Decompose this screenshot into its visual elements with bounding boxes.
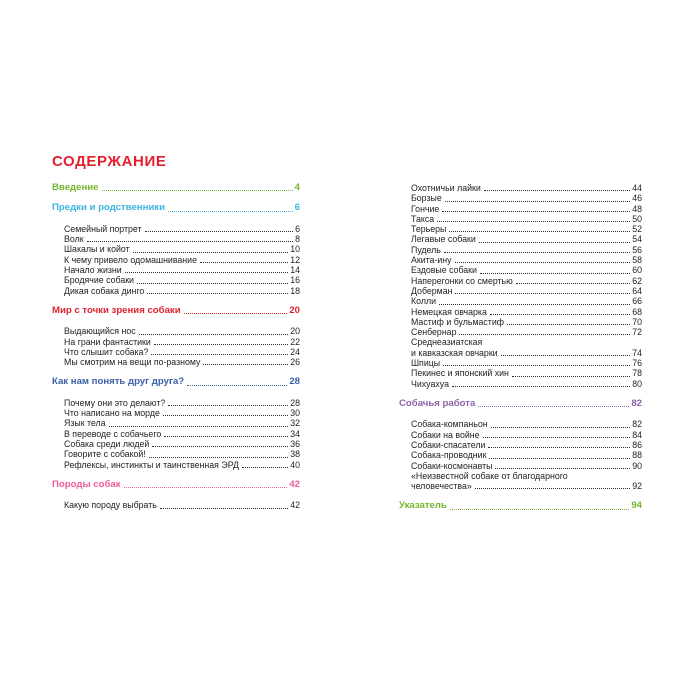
dotted-leader [125, 272, 289, 273]
entry-page-number: 72 [632, 327, 642, 338]
toc-item-row [399, 379, 642, 389]
entry-label: Шакалы и койот [64, 244, 130, 255]
entry-page-number: 12 [290, 254, 300, 265]
entry-label: Пудель [411, 244, 441, 255]
entry-page-number: 20 [289, 304, 300, 316]
entry-page-number: 94 [631, 500, 642, 512]
toc-item-row [399, 276, 642, 286]
entry-label: Указатель [399, 500, 447, 512]
dotted-leader [491, 427, 631, 428]
entry-page-number: 68 [632, 306, 642, 317]
dotted-leader [242, 467, 288, 468]
toc-item-row [52, 255, 300, 265]
dotted-leader [151, 354, 288, 355]
entry-label: Собаки на войне [411, 429, 480, 440]
dotted-leader [133, 252, 289, 253]
entry-label: Язык тела [64, 418, 106, 429]
toc-section [52, 203, 300, 295]
entry-page-number: 70 [632, 316, 642, 327]
dotted-leader [479, 242, 630, 243]
toc-item-row [399, 255, 642, 265]
entry-label: Немецкая овчарка [411, 306, 487, 317]
entry-page-number: 14 [290, 265, 300, 275]
dotted-leader [152, 446, 288, 447]
entry-page-number: 48 [632, 203, 642, 214]
toc-item-row [52, 275, 300, 285]
page-title: СОДЕРЖАНИЕ [52, 153, 167, 170]
entry-label: В переводе с собачьего [64, 428, 162, 439]
entry-page-number: 82 [632, 419, 642, 430]
dotted-leader [437, 221, 630, 222]
entry-page-number: 18 [290, 285, 300, 296]
dotted-leader [455, 293, 630, 294]
toc-item-row [399, 307, 642, 317]
toc-item-row [399, 450, 642, 460]
entry-label: На грани фантастики [64, 336, 151, 347]
entry-label: Терьеры [411, 224, 447, 235]
toc-item-row [399, 183, 642, 193]
dotted-leader [184, 313, 288, 314]
toc-item-row [399, 430, 642, 440]
toc-item-row [52, 265, 300, 275]
entry-label: Рефлексы, инстинкты и таинственная ЭРД [64, 459, 239, 470]
entry-page-number: 38 [290, 449, 300, 460]
dotted-leader [449, 231, 630, 232]
entry-page-number: 26 [290, 357, 300, 368]
dotted-leader [450, 509, 629, 510]
dotted-leader [443, 365, 630, 366]
dotted-leader [452, 386, 630, 387]
dotted-leader [168, 405, 288, 406]
entry-page-number: 52 [632, 224, 642, 235]
toc-item-row [399, 348, 642, 358]
entry-page-number: 58 [632, 255, 642, 266]
entry-label: Выдающийся нос [64, 326, 136, 337]
entry-label: Мы смотрим на вещи по-разному [64, 357, 201, 368]
entry-page-number: 32 [290, 418, 300, 429]
toc-item-row [399, 317, 642, 327]
dotted-leader [480, 273, 630, 274]
entry-page-number: 28 [290, 397, 300, 408]
entry-page-number: 90 [632, 460, 642, 471]
entry-label: Какую породу выбрать [64, 500, 157, 511]
toc-item-row [399, 358, 642, 368]
dotted-leader [137, 283, 288, 284]
entry-label: Собака-проводник [411, 450, 487, 461]
entry-page-number: 36 [290, 439, 300, 450]
entry-label: Доберман [411, 285, 453, 296]
toc-item-row [399, 265, 642, 275]
dotted-leader [483, 437, 631, 438]
toc-section [52, 183, 300, 193]
toc-section [52, 306, 300, 368]
dotted-leader [512, 376, 630, 377]
toc-section-heading [52, 480, 300, 490]
toc-section [399, 399, 642, 491]
toc-item-row [52, 244, 300, 254]
entry-label: Легавые собаки [411, 234, 476, 245]
toc-item-row [399, 204, 642, 214]
entry-label: человечества» [411, 481, 472, 492]
toc-section-heading [52, 377, 300, 387]
entry-label: Наперегонки со смертью [411, 275, 513, 286]
entry-page-number: 60 [632, 265, 642, 276]
toc-section-heading [399, 501, 642, 511]
dotted-leader [154, 344, 288, 345]
toc-column-left [52, 183, 300, 511]
entry-label: Собака-компаньон [411, 419, 488, 430]
toc-section [52, 480, 300, 511]
entry-page-number: 56 [632, 244, 642, 255]
entry-page-number: 6 [294, 202, 300, 214]
dotted-leader [200, 262, 288, 263]
toc-item-row [399, 224, 642, 234]
entry-page-number: 4 [294, 182, 300, 193]
entry-page-number: 54 [632, 234, 642, 245]
entry-page-number: 74 [632, 347, 642, 358]
dotted-leader [495, 468, 630, 469]
entry-page-number: 40 [290, 459, 300, 470]
entry-label: Введение [52, 182, 99, 193]
dotted-leader [203, 364, 288, 365]
entry-label: Породы собак [52, 478, 121, 490]
dotted-leader [442, 211, 630, 212]
entry-page-number: 28 [289, 376, 300, 388]
entry-label: Говорите с собакой! [64, 449, 146, 460]
toc-item-row [399, 286, 642, 296]
dotted-leader [163, 415, 288, 416]
entry-label: Акита-ину [411, 255, 452, 266]
dotted-leader [168, 211, 293, 212]
entry-label: Волк [64, 234, 84, 245]
toc-section [399, 501, 642, 511]
entry-page-number: 50 [632, 213, 642, 224]
toc-item-row [399, 296, 642, 306]
entry-label: Мир с точки зрения собаки [52, 304, 181, 316]
entry-label: Шпицы [411, 358, 441, 369]
toc-item-row [399, 193, 642, 203]
dotted-leader [488, 447, 630, 448]
entry-page-number: 80 [632, 378, 642, 389]
entry-page-number: 76 [632, 358, 642, 369]
entry-page-number: 16 [290, 275, 300, 286]
entry-label: и кавказская овчарки [411, 347, 498, 358]
entry-label: Собаки-спасатели [411, 439, 486, 450]
toc-item-row [52, 500, 300, 510]
toc-item-row [52, 418, 300, 428]
toc-item-row [52, 234, 300, 244]
toc-item-row [399, 368, 642, 378]
entry-label: К чему привело одомашнивание [64, 254, 197, 265]
toc-item-continued-line: Среднеазиатская [411, 337, 483, 348]
toc-item-row [52, 357, 300, 367]
entry-label: Почему они это делают? [64, 397, 166, 408]
toc-section-heading [399, 399, 642, 409]
entry-page-number: 92 [632, 481, 642, 492]
dotted-leader [455, 262, 631, 263]
toc-item-row [52, 460, 300, 470]
entry-page-number: 20 [290, 326, 300, 337]
entry-page-number: 44 [632, 183, 642, 193]
entry-page-number: 24 [290, 346, 300, 357]
toc-item-row [399, 327, 642, 337]
dotted-leader [459, 334, 630, 335]
dotted-leader [501, 355, 631, 356]
toc-item-row [52, 337, 300, 347]
dotted-leader [164, 436, 288, 437]
dotted-leader [445, 201, 630, 202]
toc-item-row [52, 286, 300, 296]
toc-column-right [399, 183, 642, 522]
dotted-leader [507, 324, 630, 325]
dotted-leader [516, 283, 630, 284]
toc-item-row [399, 461, 642, 471]
entry-page-number: 10 [290, 244, 300, 255]
toc-item-row [399, 234, 642, 244]
toc-item-row [399, 481, 642, 491]
entry-label: Собаки-космонавты [411, 460, 493, 471]
dotted-leader [475, 488, 630, 489]
dotted-leader [145, 231, 294, 232]
dotted-leader [444, 252, 630, 253]
toc-item-row [399, 419, 642, 429]
toc-item-continued-line: «Неизвестной собаке от благодарного [411, 470, 568, 481]
toc-section-heading [52, 183, 300, 193]
entry-label: Мастиф и бульмастиф [411, 316, 504, 327]
dotted-leader [439, 304, 630, 305]
entry-page-number: 46 [632, 193, 642, 204]
entry-label: Гончие [411, 203, 440, 214]
entry-page-number: 22 [290, 336, 300, 347]
entry-label: Охотничьи лайки [411, 183, 481, 193]
entry-page-number: 42 [290, 500, 300, 511]
dotted-leader [102, 190, 293, 191]
toc-item-row [399, 440, 642, 450]
entry-label: Бродячие собаки [64, 275, 134, 286]
entry-page-number: 66 [632, 296, 642, 307]
dotted-leader [187, 385, 287, 386]
toc-item-row [52, 408, 300, 418]
dotted-leader [478, 406, 629, 407]
dotted-leader [147, 293, 288, 294]
toc-section-heading [52, 306, 300, 316]
entry-label: Ездовые собаки [411, 265, 477, 276]
toc-item-row [52, 326, 300, 336]
entry-label: Борзые [411, 193, 442, 204]
toc-item-row [52, 398, 300, 408]
toc-section-heading [52, 203, 300, 213]
entry-label: Сенбернар [411, 327, 457, 338]
dotted-leader [160, 508, 288, 509]
toc-item-row [52, 347, 300, 357]
entry-label: Пекинес и японский хин [411, 368, 509, 379]
entry-label: Что написано на морде [64, 408, 160, 419]
dotted-leader [490, 314, 630, 315]
toc-item-row [52, 439, 300, 449]
toc-section [52, 377, 300, 469]
dotted-leader [124, 487, 288, 488]
entry-label: Собачья работа [399, 397, 476, 409]
entry-page-number: 78 [632, 368, 642, 379]
entry-page-number: 84 [632, 429, 642, 440]
entry-page-number: 62 [632, 275, 642, 286]
entry-label: Чихуахуа [411, 378, 449, 389]
entry-page-number: 64 [632, 285, 642, 296]
entry-page-number: 82 [631, 397, 642, 409]
entry-page-number: 6 [295, 223, 300, 234]
entry-label: Дикая собака динго [64, 285, 145, 296]
entry-label: Начало жизни [64, 265, 122, 275]
toc-item-row [52, 449, 300, 459]
toc-item-row [399, 214, 642, 224]
entry-label: Семейный портрет [64, 223, 142, 234]
entry-page-number: 88 [632, 450, 642, 461]
entry-page-number: 42 [289, 478, 300, 490]
entry-page-number: 8 [295, 234, 300, 245]
entry-page-number: 30 [290, 408, 300, 419]
entry-label: Такса [411, 213, 435, 224]
dotted-leader [149, 457, 288, 458]
toc-section [399, 183, 642, 389]
entry-label: Как нам понять друг друга? [52, 376, 185, 388]
entry-page-number: 86 [632, 439, 642, 450]
dotted-leader [139, 334, 289, 335]
entry-page-number: 34 [290, 428, 300, 439]
entry-label: Предки и родственники [52, 202, 165, 214]
toc-item-row [52, 224, 300, 234]
entry-label: Колли [411, 296, 437, 307]
dotted-leader [87, 241, 294, 242]
entry-label: Собака среди людей [64, 439, 150, 450]
dotted-leader [109, 426, 289, 427]
entry-label: Что слышит собака? [64, 346, 149, 357]
toc-item-row [52, 429, 300, 439]
dotted-leader [484, 190, 630, 191]
toc-item-row [399, 245, 642, 255]
dotted-leader [489, 458, 630, 459]
